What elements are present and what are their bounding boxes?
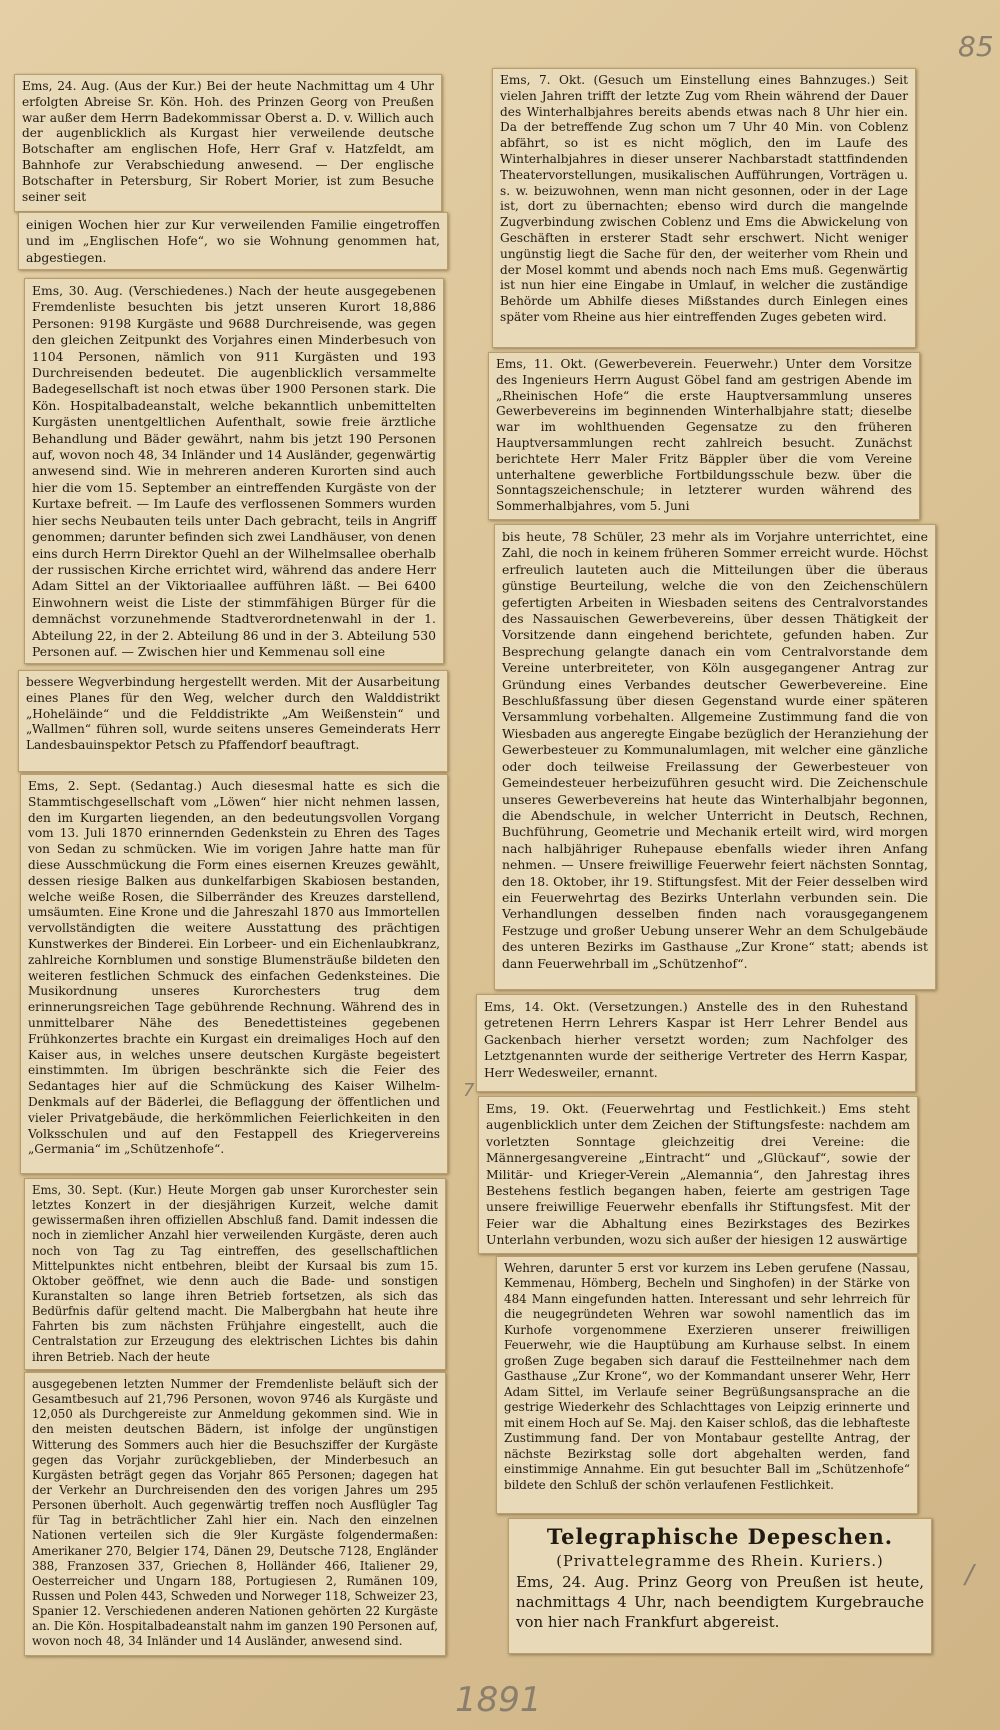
clipping-feuerwehrtag-19-okt — [478, 1096, 918, 1254]
clipping-text: Ems, 7. Okt. (Gesuch um Einstellung eines Bahnzuges.) Seit vielen Jahren trifft der letzte Zug vom Rhein während der Dauer des Winterhalbjahres bereits abends etwas nach 8 Uhr hier ein. Da der betreffende Zug schon um 7 Uhr 40 Min. von Coblenz abfährt, so ist es nicht möglich, den im Laufe des Winterhalbjahres in dieser unserer Nachbarstadt stattfindenden Theatervorstellungen, musikalischen Aufführungen, Vorträgen u. s. w. beizuwohnen, wenn man nicht gesonnen, oder in der Lage ist, dort zu übernachten; ebenso wird durch die mangelnde Zugverbindung zwischen Coblenz und Ems die Abwickelung von Geschäften in ersterer Stadt sehr erschwert. Nicht weniger ungünstig liegt die Sache für den, der weiterher vom Rhein und der Mosel kommt und abends noch nach Ems muß. Gegenwärtig ist nun hier eine Eingabe in Umlauf, in welcher die zuständige Behörde um Abhilfe dieses Mißstandes durch Einlegen eines später vom Rheine aus hier eintreffenden Zuges gebeten wird. — [500, 73, 908, 324]
clipping-text: ausgegebenen letzten Nummer der Fremdenliste beläuft sich der Gesamtbesuch auf 21,796 Personen, wovon 9746 als Kurgäste und 12,050 als Durchgereiste zur Anmeldung gekommen sind. Wie in den meisten deutschen Bädern, ist infolge der ungünstigen Witterung des Sommers auch hier die Besuchsziffer der Kurgäste gegen das Vorjahr zurückgeblieben, der Minderbesuch an Kurgästen beträgt gegen das Vorjahr 865 Personen; dagegen hat der Verkehr an Durchreisenden den des vorigen Jahres um 295 Personen überholt. Auch gegenwärtig treffen noch Ausflügler Tag für Tag in beträchtlicher Zahl hier ein. Nach den einzelnen Nationen verteilen sich die 9ler Kurgäste folgendermaßen: Amerikaner 270, Belgier 174, Dänen 29, Deutsche 7128, Engländer 388, Franzosen 337, Griechen 8, Holländer 466, Italiener 29, Oesterreicher und Ungarn 188, Portugiesen 2, Rumänen 109, Russen und Polen 443, Schweden und Norweger 118, Schweizer 23, Spanier 12. Verschiedenen anderen Nationen gehörten 22 Kurgäste an. Die Kön. Hospitalbadeanstalt nahm im ganzen 190 Personen auf, wovon noch 48, 34 Inländer und 14 Ausländer, anwesend sind. — [32, 1377, 438, 1649]
clipping-text: Ems, 14. Okt. (Versetzungen.) Anstelle des in den Ruhestand getretenen Herrn Lehrers Kaspar ist Herr Lehrer Bendel aus Gackenbach hierher versetzt worden; zum Nachfolger des Letztgenannten wurde der seitherige Vertreter des Herrn Kaspar, Herr Wedesweiler, ernannt. — [484, 999, 908, 1080]
year-annotation: 1891 — [455, 1680, 542, 1720]
clipping-familie-morier — [18, 212, 448, 270]
clipping-text: Ems, 19. Okt. (Feuerwehrtag und Festlichkeit.) Ems steht augenblicklich unter dem Zeichen der Stiftungsfeste: nachdem am vorletzten Sonntage gleichzeitig drei Vereine: die Männergesangvereine „Eintracht“ und „Glückauf“, sowie der Militär- und Krieger-Verein „Alemannia“, den Jahrestag ihres Bestehens festlich begangen haben, feierte am gestrigen Tage unsere freiwillige Feuerwehr ebenfalls ihr Stiftungsfest. Mit der Feier war die Abhaltung eines Bezirkstages des Bezirkes Unterlahn verbunden, wozu sich außer der hiesigen 12 auswärtige — [486, 1101, 910, 1248]
clipping-text: Ems, 2. Sept. (Sedantag.) Auch diesesmal hatte es sich die Stammtischgesellschaft vom „Löwen“ hier nicht nehmen lassen, den im Kurgarten liegenden, an den bedeutungsvollen Vorgang vom 13. Juli 1870 erinnernden Gedenkstein zu Ehren des Tages von Sedan zu schmücken. Wie im vorigen Jahre hatte man für diese Ausschmückung die Form eines eisernen Kreuzes gewählt, dessen riesige Balken aus dunkelfarbigen Skabiosen bestanden, welche weiße Rosen, die Silberränder des Kreuzes darstellend, umsäumten. Eine Krone und die Jahreszahl 1870 aus Immortellen vervollständigten die weitere Ausstattung des prächtigen Kunstwerkes der Binderei. Ein Lorbeer- und ein Eichenlaubkranz, zahlreiche Kornblumen und sonstige Blumensträuße bildeten den weiteren festlichen Schmuck des einfachen Gedenksteines. Die Musikordnung unseres Kurorchesters trug dem erinnerungsreichen Tage gebührende Rechnung. Während des in unmittelbarer Nähe des Benedettisteines gegebenen Frühkonzertes brachte ein Kurgast ein dreimaliges Hoch auf den Kaiser aus, in welches unsere deutschen Kurgäste begeistert einstimmten. Im übrigen beschränkte sich die Feier des Sedantages hier auf die Schmückung des Kaiser Wilhelm-Denkmals auf der Bäderlei, die Beflaggung der öffentlichen und vieler Privatgebäude, die herkömmlichen Feierlichkeiten in den Volksschulen und auf den Festappell des Kriegervereins „Germania“ im „Schützenhofe“. — [28, 779, 440, 1157]
clipping-text: Ems, 30. Sept. (Kur.) Heute Morgen gab unser Kurorchester sein letztes Konzert in der diesjährigen Kurzeit, welche damit gewissermaßen ihren offiziellen Abschluß fand. Damit indessen die noch in ziemlicher Anzahl hier verweilenden Kurgäste, deren auch noch von Tag zu Tag eintreffen, des gesellschaftlichen Mittelpunktes nicht entbehren, bleibt der Kursaal bis zum 15. Oktober geöffnet, wie denn auch die Bade- und sonstigen Kuranstalten so lange ihren Betrieb fortsetzen, als sich das Bedürfnis dafür geltend macht. Die Malbergbahn hat heute ihre Fahrten bis zum nächsten Frühjahre eingestellt, auch die Centralstation zur Erzeugung des elektrischen Lichtes bis dahin ihren Betrieb. Nach der heute — [32, 1183, 438, 1364]
clipping-text: Ems, 11. Okt. (Gewerbeverein. Feuerwehr.) Unter dem Vorsitze des Ingenieurs Herrn August Göbel fand am gestrigen Abende im „Rheinischen Hofe“ die erste Hauptversammlung unseres Gewerbevereins im beginnenden Winterhalbjahre statt; dieselbe war im wohlthuenden Gegensatze zu den früheren Hauptversammlungen recht zahlreich besucht. Zunächst berichtete Herr Maler Fritz Bäppler über die vom Vereine unterhaltene gewerbliche Fortbildungsschule bezw. über die Sonntagszeichenschule; in letzterer wurden während des Sommerhalbjahres, vom 5. Juni — [496, 357, 912, 514]
clipping-kur-30-sept — [24, 1178, 446, 1370]
clipping-fremdenliste — [24, 1372, 446, 1656]
page-number-annotation: 85 — [958, 30, 994, 63]
telegram-heading: Telegraphische Depeschen. — [546, 1524, 894, 1549]
clipping-feuerwehrtag-fortsetzung — [496, 1256, 918, 1514]
clipping-verschiedenes-30-aug — [24, 278, 444, 664]
margin-mark-right: / — [965, 1560, 974, 1590]
clipping-telegraphische-depeschen — [508, 1518, 932, 1654]
clipping-gewerbeverein-11-okt — [488, 352, 920, 520]
telegram-text: Ems, 24. Aug. Prinz Georg von Preußen ist heute, nachmittags 4 Uhr, nach beendigtem Kurgebrauche von hier nach Frankfurt abgereist. — [516, 1573, 924, 1631]
clipping-text: Wehren, darunter 5 erst vor kurzem ins Leben gerufene (Nassau, Kemmenau, Hömberg, Becheln und Singhofen) in der Stärke von 484 Mann eingefunden hatten. Interessant und sehr lehrreich für die neugegründeten Wehren war sowohl namentlich das im Kurhofe vorgenommene Exerzieren unserer freiwilligen Feuerwehr, wie die Hauptübung am Kurhause selbst. In einem großen Zuge begaben sich darauf die Festteilnehmer nach dem Gasthause „Zur Krone“, wo der Kommandant unserer Wehr, Herr Adam Sittel, im Verlaufe seiner Begrüßungsansprache an die gestrige Wiederkehr des Schlachttages von Leipzig erinnerte und mit einem Hoch auf Se. Maj. den Kaiser schloß, das die lebhafteste Zustimmung fand. Der von Montabaur gestellte Antrag, der nächste Bezirkstag solle dort abgehalten werden, fand einstimmige Annahme. Ein gut besuchter Ball im „Schützenhofe“ bildete den Schluß der schön verlaufenen Festlichkeit. — [504, 1261, 910, 1492]
clipping-text: Ems, 30. Aug. (Verschiedenes.) Nach der heute ausgegebenen Fremdenliste besuchten bis jetzt unseren Kurort 18,886 Personen: 9198 Kurgäste und 9688 Durchreisende, was gegen den gleichen Zeitpunkt des Vorjahres einen Minderbesuch von 1104 Personen, nämlich von 911 Kurgästen und 193 Durchreisenden bedeutet. Die augenblicklich versammelte Badegesellschaft ist noch etwas über 1900 Personen stark. Die Kön. Hospitalbadeanstalt, welche bekanntlich unbemittelten Kurgästen unentgeltlichen Aufenthalt, sowie freie ärztliche Behandlung und Bäder gewährt, nahm bis jetzt 190 Personen auf, wovon noch 48, 34 Inländer und 14 Ausländer, gegenwärtig anwesend sind. Wie in mehreren anderen Kurorten sind auch hier die vom 15. September an eintreffenden Kurgäste von der Kurtaxe befreit. — Im Laufe des verflossenen Sommers wurden hier sechs Neubauten teils unter Dach gebracht, teils in Angriff genommen; darunter befinden sich zwei Landhäuser, von denen eins durch Herrn Direktor Quehl an der Wilhelmsallee oberhalb der russischen Kirche errichtet wird, während das andere Herr Adam Sittel an der Viktoriaallee aufführen läßt. — Bei 6400 Einwohnern weist die Liste der stimmfähigen Bürger für die demnächst vorzunehmende Stadtverordnetenwahl in der 1. Abteilung 22, in der 2. Abteilung 86 und in der 3. Abteilung 530 Personen auf. — Zwischen hier und Kemmenau soll eine — [32, 283, 436, 659]
margin-mark-left: 7 — [463, 1080, 475, 1101]
clipping-versetzungen-14-okt — [476, 994, 916, 1092]
clipping-wegverbindung — [18, 670, 448, 772]
clipping-bahnzug-7-okt — [492, 68, 916, 348]
clipping-text: bis heute, 78 Schüler, 23 mehr als im Vorjahre unterrichtet, eine Zahl, die noch in keinem früheren Sommer erreicht wurde. Höchst erfreulich lauteten auch die Mitteilungen über die überaus günstige Beurteilung, welche die von den Zeichenschülern gefertigten Arbeiten in Wiesbaden seitens des Centralvorstandes des Nassauischen Gewerbevereins, über dessen Thätigkeit der Vorsitzende dann eingehend berichtete, gefunden haben. Zur Besprechung gelangte danach ein vom Centralvorstande dem Vereine unterbreiteter, von Köln ausgegangener Antrag zur Gründung eines Verbandes deutscher Gewerbevereine. Eine Beschlußfassung über diesen Gegenstand wurde einer späteren Versammlung vorbehalten. Allgemeine Zustimmung fand die von Wiesbaden aus angeregte Eingabe bezüglich der Heranziehung der Gewerbesteuer zu Kommunalumlagen, mit welcher eine gänzliche oder doch teilweise Freilassung der Gewerbesteuer von Gemeindesteuer herbeizuführen gesucht wird. Die Zeichenschule unseres Gewerbevereins hat heute das Winterhalbjahr begonnen, die Abendschule, in welcher Unterricht in Deutsch, Rechnen, Buchführung, Geometrie und Mechanik erteilt wird, wird morgen nach halbjähriger Ruhepause ebenfalls wieder ihren Anfang nehmen. — Unsere freiwillige Feuerwehr feiert nächsten Sonntag, den 18. Oktober, ihr 19. Stiftungsfest. Mit der Feier desselben wird ein Feuerwehrtag des Bezirks Unterlahn verbunden sein. Die Verhandlungen desselben finden nach vorausgegangenem Festzuge und großer Uebung unserer Wehr an dem Schulgebäude des unteren Bezirks im Gasthause „Zur Krone“ statt; abends ist dann Feuerwehrball im „Schützenhof“. — [502, 529, 928, 971]
clipping-text: einigen Wochen hier zur Kur verweilenden Familie eingetroffen und im „Englischen Hofe“, wo sie Wohnung genommen hat, abgestiegen. — [26, 217, 440, 265]
clipping-text: bessere Wegverbindung hergestellt werden. Mit der Ausarbeitung eines Planes für den Weg, welcher durch den Walddistrikt „Hoheläinde“ und die Felddistrikte „Am Weißenstein“ und „Wallmen“ führen soll, wurde seitens unseres Gemeinderats Herr Landesbauinspektor Petsch zu Pfaffendorf beauftragt. — [26, 675, 440, 753]
telegram-subheading: (Privattelegramme des Rhein. Kuriers.) — [556, 1554, 884, 1570]
clipping-sedantag-2-sept — [20, 774, 448, 1174]
clipping-kur-24-aug — [14, 74, 442, 212]
clipping-text: Ems, 24. Aug. (Aus der Kur.) Bei der heute Nachmittag um 4 Uhr erfolgten Abreise Sr. Kön. Hoh. des Prinzen Georg von Preußen war außer dem Herrn Badekommissar Oberst a. D. v. Willich auch der augenblicklich als Kurgast hier verweilende deutsche Botschafter am englischen Hofe, Herr Graf v. Hatzfeldt, am Bahnhofe zur Verabschiedung anwesend. — Der englische Botschafter in Petersburg, Sir Robert Morier, ist zum Besuche seiner seit — [22, 79, 434, 204]
clipping-gewerbeverein-fortsetzung — [494, 524, 936, 990]
